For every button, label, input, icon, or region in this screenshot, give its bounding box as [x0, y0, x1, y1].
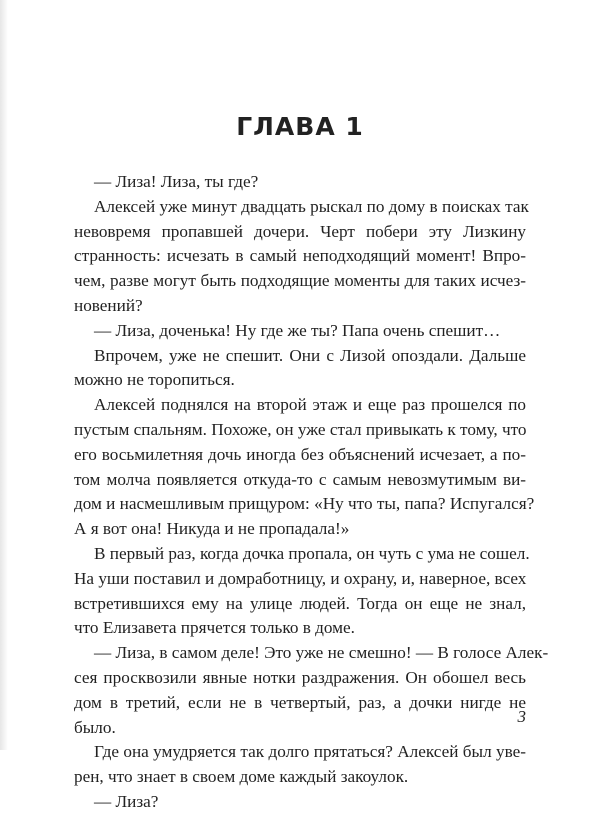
paragraph	[74, 641, 549, 740]
text-line: дом и насмешливым прищуром: «Ну что ты, папа? Испугался?	[74, 494, 535, 514]
page-number: 3	[517, 707, 526, 726]
text-line: странность: исчезать в самый неподходящий момент! Впро-	[74, 246, 526, 266]
text-line: — Лиза, доченька! Ну где же ты? Папа очень спешит…	[94, 320, 501, 340]
text-line: — Лиза, в самом деле! Это уже не смешно! — В голосе Алек-	[94, 643, 549, 663]
text-line: новений?	[74, 295, 143, 315]
text-line: Алексей поднялся на второй этаж и еще раз прошелся по	[94, 395, 526, 415]
paragraph	[74, 790, 526, 815]
paragraph	[74, 344, 526, 394]
paragraph	[74, 170, 526, 195]
text-line: — Лиза! Лиза, ты где?	[94, 172, 259, 191]
text-line: невовремя пропавшей дочери. Черт побери эту Лизкину	[74, 221, 526, 241]
paragraph	[74, 195, 529, 319]
text-line: что Елизавета прячется только в доме.	[74, 618, 355, 638]
text-line: — Лиза?	[94, 791, 159, 811]
text-line: Алексей уже минут двадцать рыскал по дому в поисках так	[94, 196, 529, 216]
text-line: встретившихся ему на улице людей. Тогда он еще не знал,	[74, 593, 526, 613]
text-line: Где она умудряется так долго прятаться? Алексей был уве-	[94, 742, 526, 762]
text-line: дом в третий, если не в четвертый, раз, а дочки нигде не	[74, 692, 526, 712]
paragraph	[74, 393, 535, 542]
text-line: пустым спальням. Похоже, он уже стал привыкать к тому, что	[74, 419, 527, 439]
chapter-body	[74, 170, 549, 815]
paragraph	[74, 319, 526, 344]
text-line: рен, что знает в своем доме каждый закоулок.	[74, 767, 409, 787]
text-line: можно не торопиться.	[74, 370, 235, 390]
text-line: было.	[74, 717, 116, 737]
text-line: А я вот она! Никуда и не пропадала!»	[74, 519, 350, 539]
text-line: сея просквозили явные нотки раздражения. Он обошел весь	[74, 667, 526, 687]
chapter-title: ГЛАВА 1	[236, 112, 364, 141]
text-line: его восьмилетняя дочь иногда без объяснений исчезает, а по-	[74, 444, 526, 464]
text-line: том молча появляется откуда-то с самым невозмутимым ви-	[74, 469, 526, 489]
text-line: В первый раз, когда дочка пропала, он чуть с ума не сошел.	[94, 543, 530, 563]
text-line: На уши поставил и домработницу, и охрану, и, наверное, всех	[74, 568, 527, 588]
text-line: Впрочем, уже не спешит. Они с Лизой опоздали. Дальше	[94, 345, 526, 365]
text-line: чем, разве могут быть подходящие моменты для таких исчез-	[74, 271, 526, 291]
paragraph	[74, 542, 530, 641]
paragraph	[74, 740, 526, 790]
